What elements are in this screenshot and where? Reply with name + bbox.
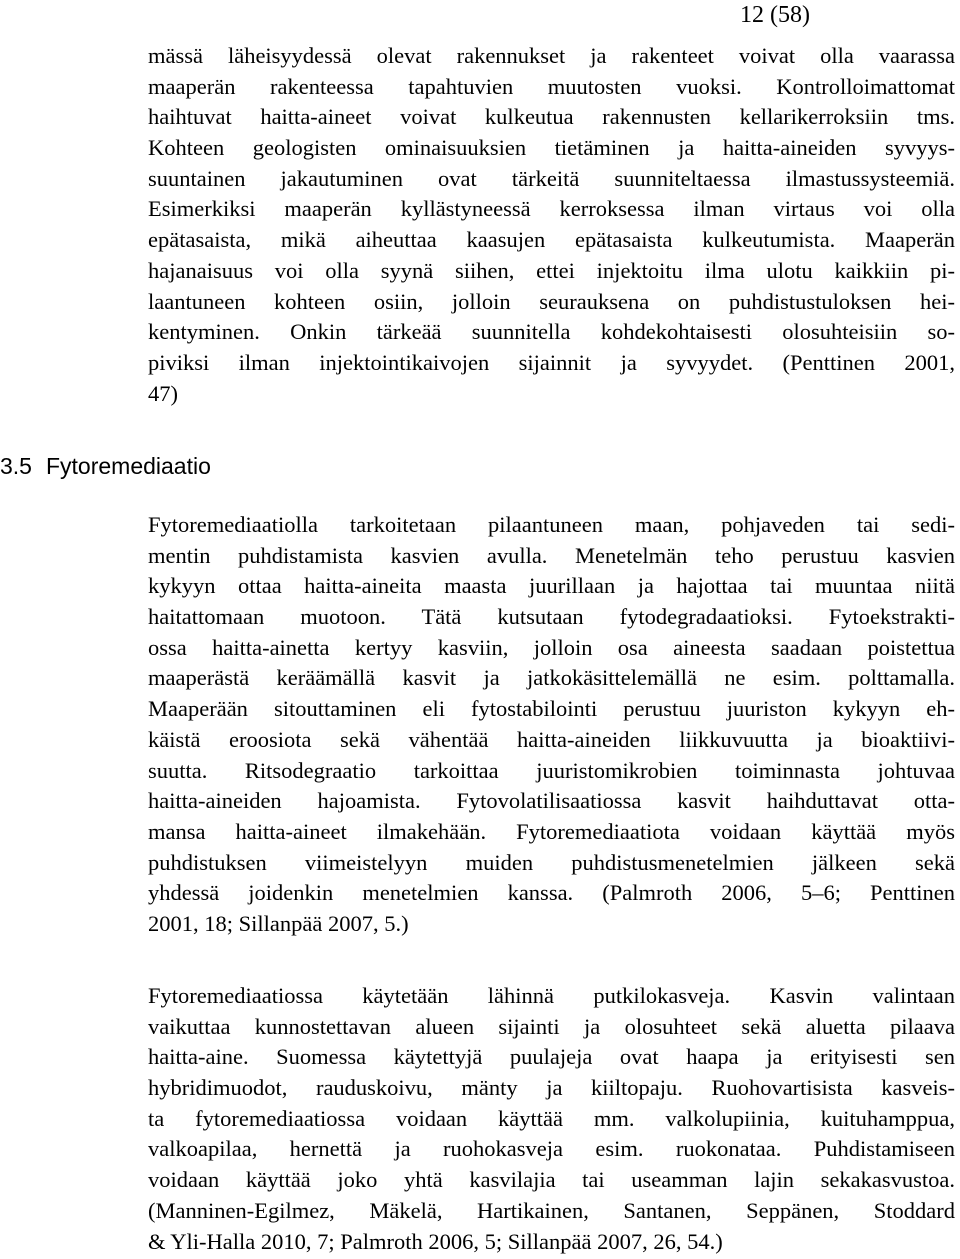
text-line: maaperästä keräämällä kasvit ja jatkokäsittelemällä ne esim. polttamalla.	[148, 665, 955, 691]
text-line: vaikuttaa kunnostettavan alueen sijainti ja olosuhteet sekä aluetta pilaava	[148, 1013, 955, 1039]
text-line: maaperän rakenteessa tapahtuvien muutosten vuoksi. Kontrolloimattomat	[148, 73, 955, 99]
text-line: kykyyn ottaa haitta-aineita maasta juurillaan ja hajottaa tai muuntaa niitä	[148, 573, 955, 599]
text-line: Kohteen geologisten ominaisuuksien tietäminen ja haitta-aineiden syvyys-	[148, 135, 955, 161]
text-line: valkoapilaa, hernettä ja ruohokasveja esim. ruokonataa. Puhdistamiseen	[148, 1136, 955, 1162]
section-heading	[0, 451, 211, 481]
text-line: piviksi ilman injektointikaivojen sijainnit ja syvyydet. (Penttinen 2001,	[148, 349, 955, 375]
text-line: hybridimuodot, rauduskoivu, mänty ja kiiltopaju. Ruohovartisista kasveis-	[148, 1075, 955, 1101]
text-line: haihtuvat haitta-aineet voivat kulkeutua rakennusten kellarikerroksiin tms.	[148, 104, 955, 130]
text-line: & Yli-Halla 2010, 7; Palmroth 2006, 5; Sillanpää 2007, 26, 54.)	[148, 1228, 723, 1254]
text-line: ossa haitta-ainetta kertyy kasviin, jolloin osa aineesta saadaan poistettua	[148, 634, 955, 660]
text-line: käistä eroosiota sekä vähentää haitta-aineiden liikkuvuutta ja bioaktiivi-	[148, 726, 955, 752]
text-line: 47)	[148, 380, 178, 406]
text-line: Esimerkiksi maaperän kyllästyneessä kerroksessa ilman virtaus voi olla	[148, 196, 955, 222]
text-line: haitta-aine. Suomessa käytettyjä puulajeja ovat haapa ja erityisesti sen	[148, 1044, 955, 1070]
paragraph-2	[148, 510, 955, 940]
text-line: mansa haitta-aineet ilmakehään. Fytoremediaatiota voidaan käyttää myös	[148, 818, 955, 844]
page-number: 12 (58)	[740, 2, 810, 28]
text-line: ta fytoremediaatiossa voidaan käyttää mm. valkolupiinia, kuituhamppua,	[148, 1105, 955, 1131]
paragraph-3	[148, 981, 955, 1257]
text-line: hajanaisuus voi olla syynä siihen, ettei injektoitu ilma ulotu kaikkiin pi-	[148, 257, 955, 283]
text-line: (Manninen-Egilmez, Mäkelä, Hartikainen, Santanen, Seppänen, Stoddard	[148, 1197, 955, 1223]
text-line: yhdessä joidenkin menetelmien kanssa. (Palmroth 2006, 5–6; Penttinen	[148, 880, 955, 906]
text-line: epätasaista, mikä aiheuttaa kaasujen epätasaista kulkeutumista. Maaperän	[148, 227, 955, 253]
text-line: Maaperään sitouttaminen eli fytostabilointi perustuu juuriston kykyyn eh-	[148, 696, 955, 722]
text-line: mässä läheisyydessä olevat rakennukset ja rakenteet voivat olla vaarassa	[148, 43, 955, 68]
text-line: Fytoremediaatiolla tarkoitetaan pilaantuneen maan, pohjaveden tai sedi-	[148, 512, 955, 537]
text-line: laantuneen kohteen osiin, jolloin seurauksena on puhdistustuloksen hei-	[148, 288, 955, 314]
text-line: haitattomaan muotoon. Tätä kutsutaan fytodegradaatioksi. Fytoekstrakti-	[148, 604, 955, 630]
text-line: haitta-aineiden hajoamista. Fytovolatilisaatiossa kasvit haihduttavat otta-	[148, 788, 955, 814]
paragraph-1	[148, 41, 955, 409]
section-number: 3.5	[0, 453, 32, 479]
text-line: suuntainen jakautuminen ovat tärkeitä suunniteltaessa ilmastussysteemiä.	[148, 165, 955, 191]
text-line: kentyminen. Onkin tärkeää suunnitella kohdekohtaisesti olosuhteisiin so-	[148, 319, 955, 345]
section-title: Fytoremediaatio	[45, 453, 211, 479]
text-line: mentin puhdistamista kasvien avulla. Menetelmän teho perustuu kasvien	[148, 542, 955, 568]
text-line: voidaan käyttää joko yhtä kasvilajia tai useamman lajin sekakasvustoa.	[148, 1167, 955, 1193]
text-line: 2001, 18; Sillanpää 2007, 5.)	[148, 910, 409, 936]
text-line: Fytoremediaatiossa käytetään lähinnä putkilokasveja. Kasvin valintaan	[148, 983, 955, 1008]
text-line: puhdistuksen viimeistelyyn muiden puhdistusmenetelmien jälkeen sekä	[148, 849, 955, 875]
text-line: suutta. Ritsodegraatio tarkoittaa juuristomikrobien toiminnasta johtuvaa	[148, 757, 955, 783]
